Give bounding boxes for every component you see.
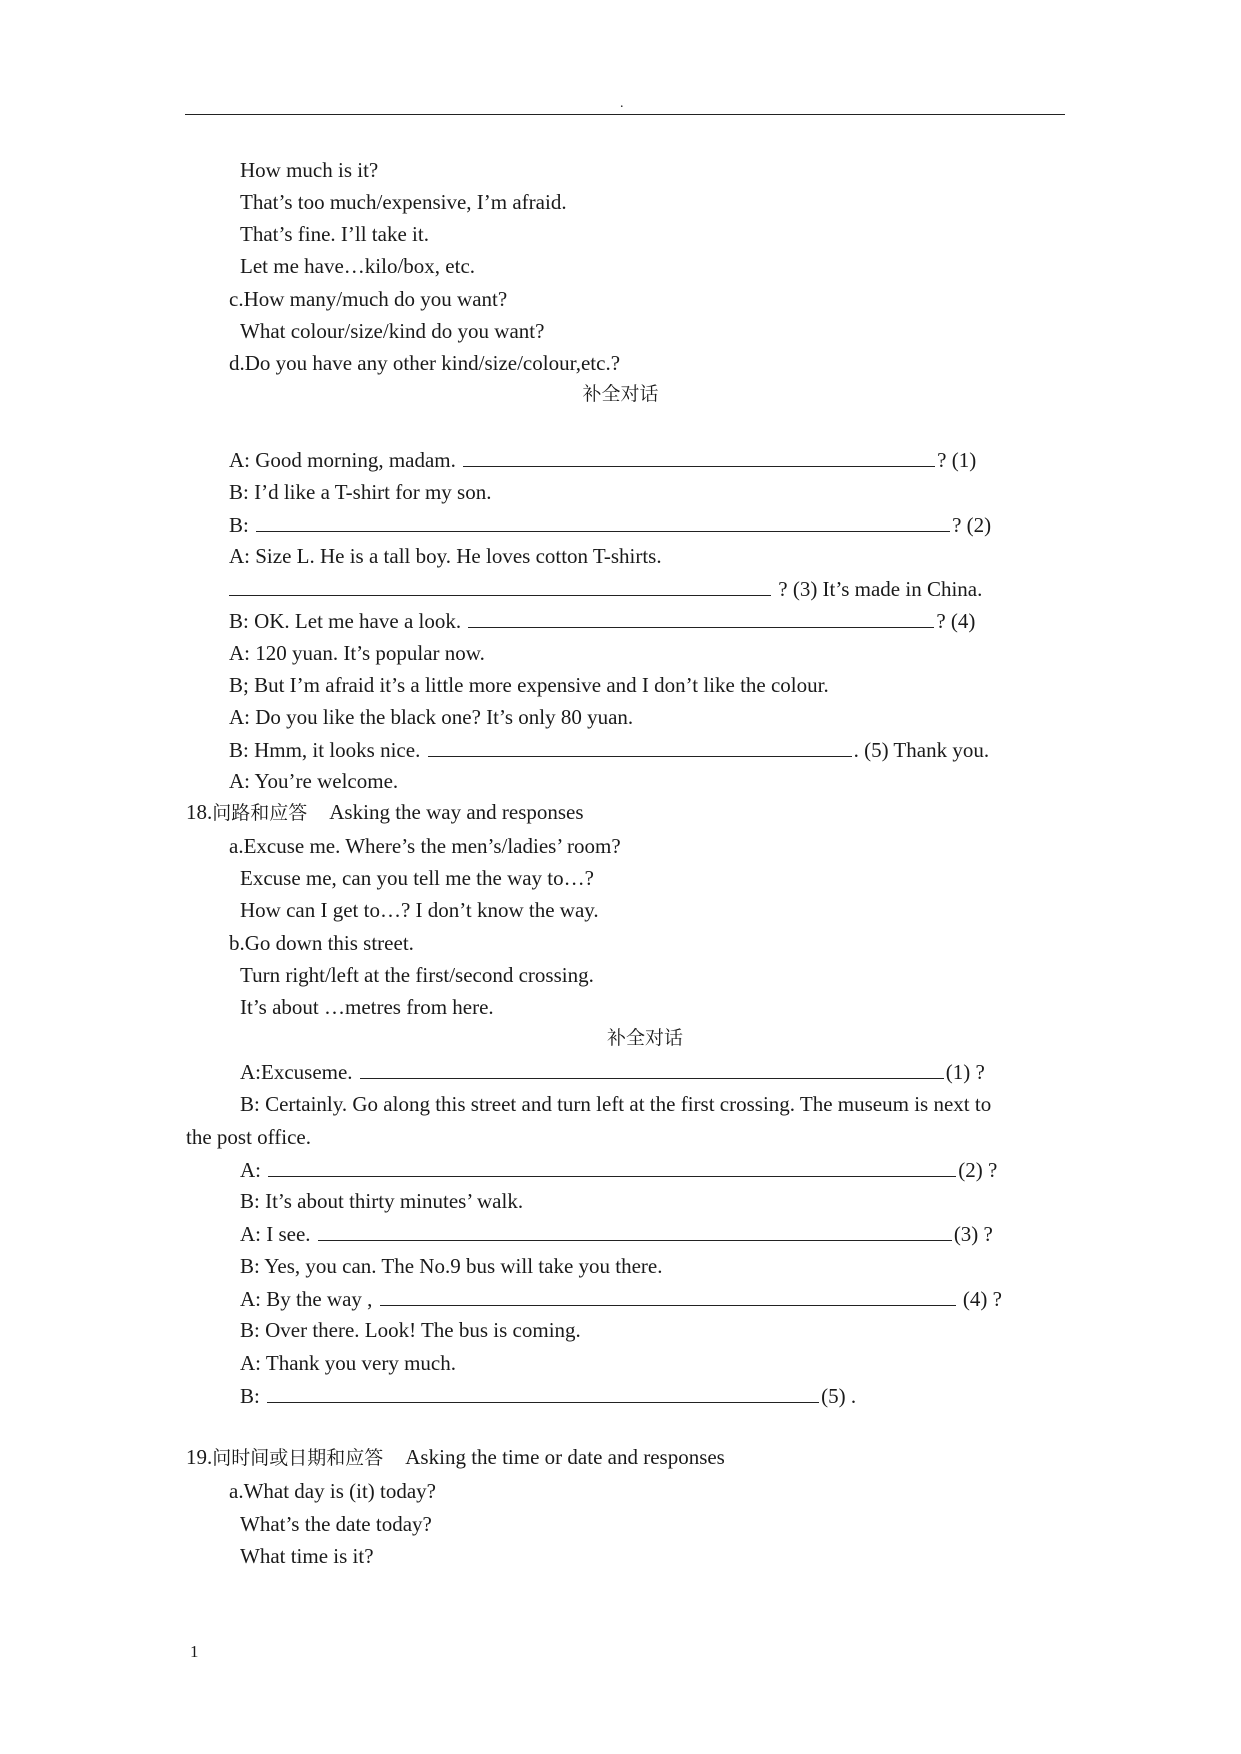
section-heading-19 bbox=[186, 1444, 725, 1471]
phrase-line: It’s about …metres from here. bbox=[240, 995, 494, 1019]
section-title-cn: 问时间或日期和应答 bbox=[212, 1447, 384, 1469]
line-prefix: A: bbox=[240, 1158, 267, 1182]
section-title-en: Asking the way and responses bbox=[329, 800, 584, 824]
answer-blank[interactable] bbox=[468, 607, 934, 628]
answer-blank[interactable] bbox=[268, 1156, 956, 1177]
dialog-line: B: I’d like a T-shirt for my son. bbox=[229, 480, 492, 504]
section-number: 18. bbox=[186, 800, 213, 824]
dialog-line: the post office. bbox=[186, 1125, 311, 1149]
dialog-line bbox=[240, 1058, 985, 1085]
page-number: 1 bbox=[190, 1642, 199, 1661]
line-prefix: A: By the way , bbox=[240, 1287, 378, 1311]
answer-blank[interactable] bbox=[463, 446, 935, 467]
section-title-cn: 问路和应答 bbox=[212, 802, 308, 824]
line-suffix: . (5) Thank you. bbox=[853, 738, 990, 762]
line-prefix: B: OK. Let me have a look. bbox=[229, 609, 467, 633]
phrase-line: a.Excuse me. Where’s the men’s/ladies’ room? bbox=[229, 834, 621, 858]
dialog-line bbox=[229, 736, 989, 763]
dialog-line bbox=[229, 607, 975, 634]
line-suffix: ? (2) bbox=[952, 513, 992, 537]
line-prefix: B: bbox=[229, 513, 255, 537]
phrase-line: Turn right/left at the first/second crossing. bbox=[240, 963, 594, 987]
dialog-title: 补全对话 bbox=[606, 1027, 683, 1049]
section-title-en: Asking the time or date and responses bbox=[405, 1445, 725, 1469]
line-suffix: ? (3) It’s made in China. bbox=[773, 577, 983, 601]
dialog-line: B: Over there. Look! The bus is coming. bbox=[240, 1318, 581, 1342]
answer-blank[interactable] bbox=[229, 575, 771, 596]
phrase-line: What colour/size/kind do you want? bbox=[240, 319, 545, 343]
dialog-line bbox=[229, 511, 991, 538]
answer-blank[interactable] bbox=[318, 1220, 952, 1241]
header-dot: . bbox=[620, 96, 624, 111]
phrase-line: a.What day is (it) today? bbox=[229, 1479, 437, 1503]
dialog-line: A: Size L. He is a tall boy. He loves cotton T-shirts. bbox=[229, 544, 662, 568]
line-suffix: ? (1) bbox=[937, 448, 977, 472]
answer-blank[interactable] bbox=[428, 736, 852, 757]
line-prefix: A: I see. bbox=[240, 1222, 316, 1246]
phrase-line: Excuse me, can you tell me the way to…? bbox=[240, 866, 594, 890]
dialog-line: A: 120 yuan. It’s popular now. bbox=[229, 641, 485, 665]
phrase-line: Let me have…kilo/box, etc. bbox=[240, 254, 476, 278]
phrase-line: How much is it? bbox=[240, 158, 379, 182]
dialog-line: A: Thank you very much. bbox=[240, 1351, 456, 1375]
line-suffix: (4) ? bbox=[957, 1287, 1002, 1311]
phrase-line: How can I get to…? I don’t know the way. bbox=[240, 898, 599, 922]
phrase-line: What’s the date today? bbox=[240, 1512, 432, 1536]
phrase-line: That’s fine. I’ll take it. bbox=[240, 222, 429, 246]
line-prefix: A:Excuseme. bbox=[240, 1060, 358, 1084]
line-suffix: (5) . bbox=[821, 1384, 857, 1408]
dialog-line: B: Yes, you can. The No.9 bus will take you there. bbox=[240, 1254, 663, 1278]
answer-blank[interactable] bbox=[360, 1058, 944, 1079]
dialog-line bbox=[240, 1285, 1002, 1312]
header-rule bbox=[185, 114, 1065, 115]
dialog-line: A: Do you like the black one? It’s only 80 yuan. bbox=[229, 705, 634, 729]
dialog-title: 补全对话 bbox=[582, 383, 659, 405]
dialog-line bbox=[229, 575, 982, 602]
line-prefix: B: Hmm, it looks nice. bbox=[229, 738, 426, 762]
line-suffix: (3) ? bbox=[953, 1222, 993, 1246]
line-suffix: (1) ? bbox=[945, 1060, 985, 1084]
phrase-line: What time is it? bbox=[240, 1544, 374, 1568]
line-suffix: ? (4) bbox=[936, 609, 976, 633]
answer-blank[interactable] bbox=[267, 1382, 819, 1403]
section-number: 19. bbox=[186, 1445, 213, 1469]
dialog-line bbox=[240, 1156, 997, 1183]
dialog-line bbox=[240, 1220, 993, 1247]
answer-blank[interactable] bbox=[256, 511, 950, 532]
phrase-line: b.Go down this street. bbox=[229, 931, 414, 955]
phrase-line: c.How many/much do you want? bbox=[229, 287, 508, 311]
line-suffix: (2) ? bbox=[958, 1158, 998, 1182]
dialog-line: B; But I’m afraid it’s a little more expensive and I don’t like the colour. bbox=[229, 673, 829, 697]
line-prefix: A: Good morning, madam. bbox=[229, 448, 462, 472]
dialog-line: A: You’re welcome. bbox=[229, 769, 399, 793]
phrase-line: That’s too much/expensive, I’m afraid. bbox=[240, 190, 567, 214]
line-prefix: B: bbox=[240, 1384, 266, 1408]
section-heading-18 bbox=[186, 799, 584, 826]
dialog-line: B: It’s about thirty minutes’ walk. bbox=[240, 1189, 524, 1213]
phrase-line: d.Do you have any other kind/size/colour,etc.? bbox=[229, 351, 621, 375]
dialog-line bbox=[240, 1382, 856, 1409]
answer-blank[interactable] bbox=[380, 1285, 956, 1306]
dialog-line: B: Certainly. Go along this street and turn left at the first crossing. The museum is next to bbox=[240, 1092, 992, 1116]
dialog-line bbox=[229, 446, 976, 473]
